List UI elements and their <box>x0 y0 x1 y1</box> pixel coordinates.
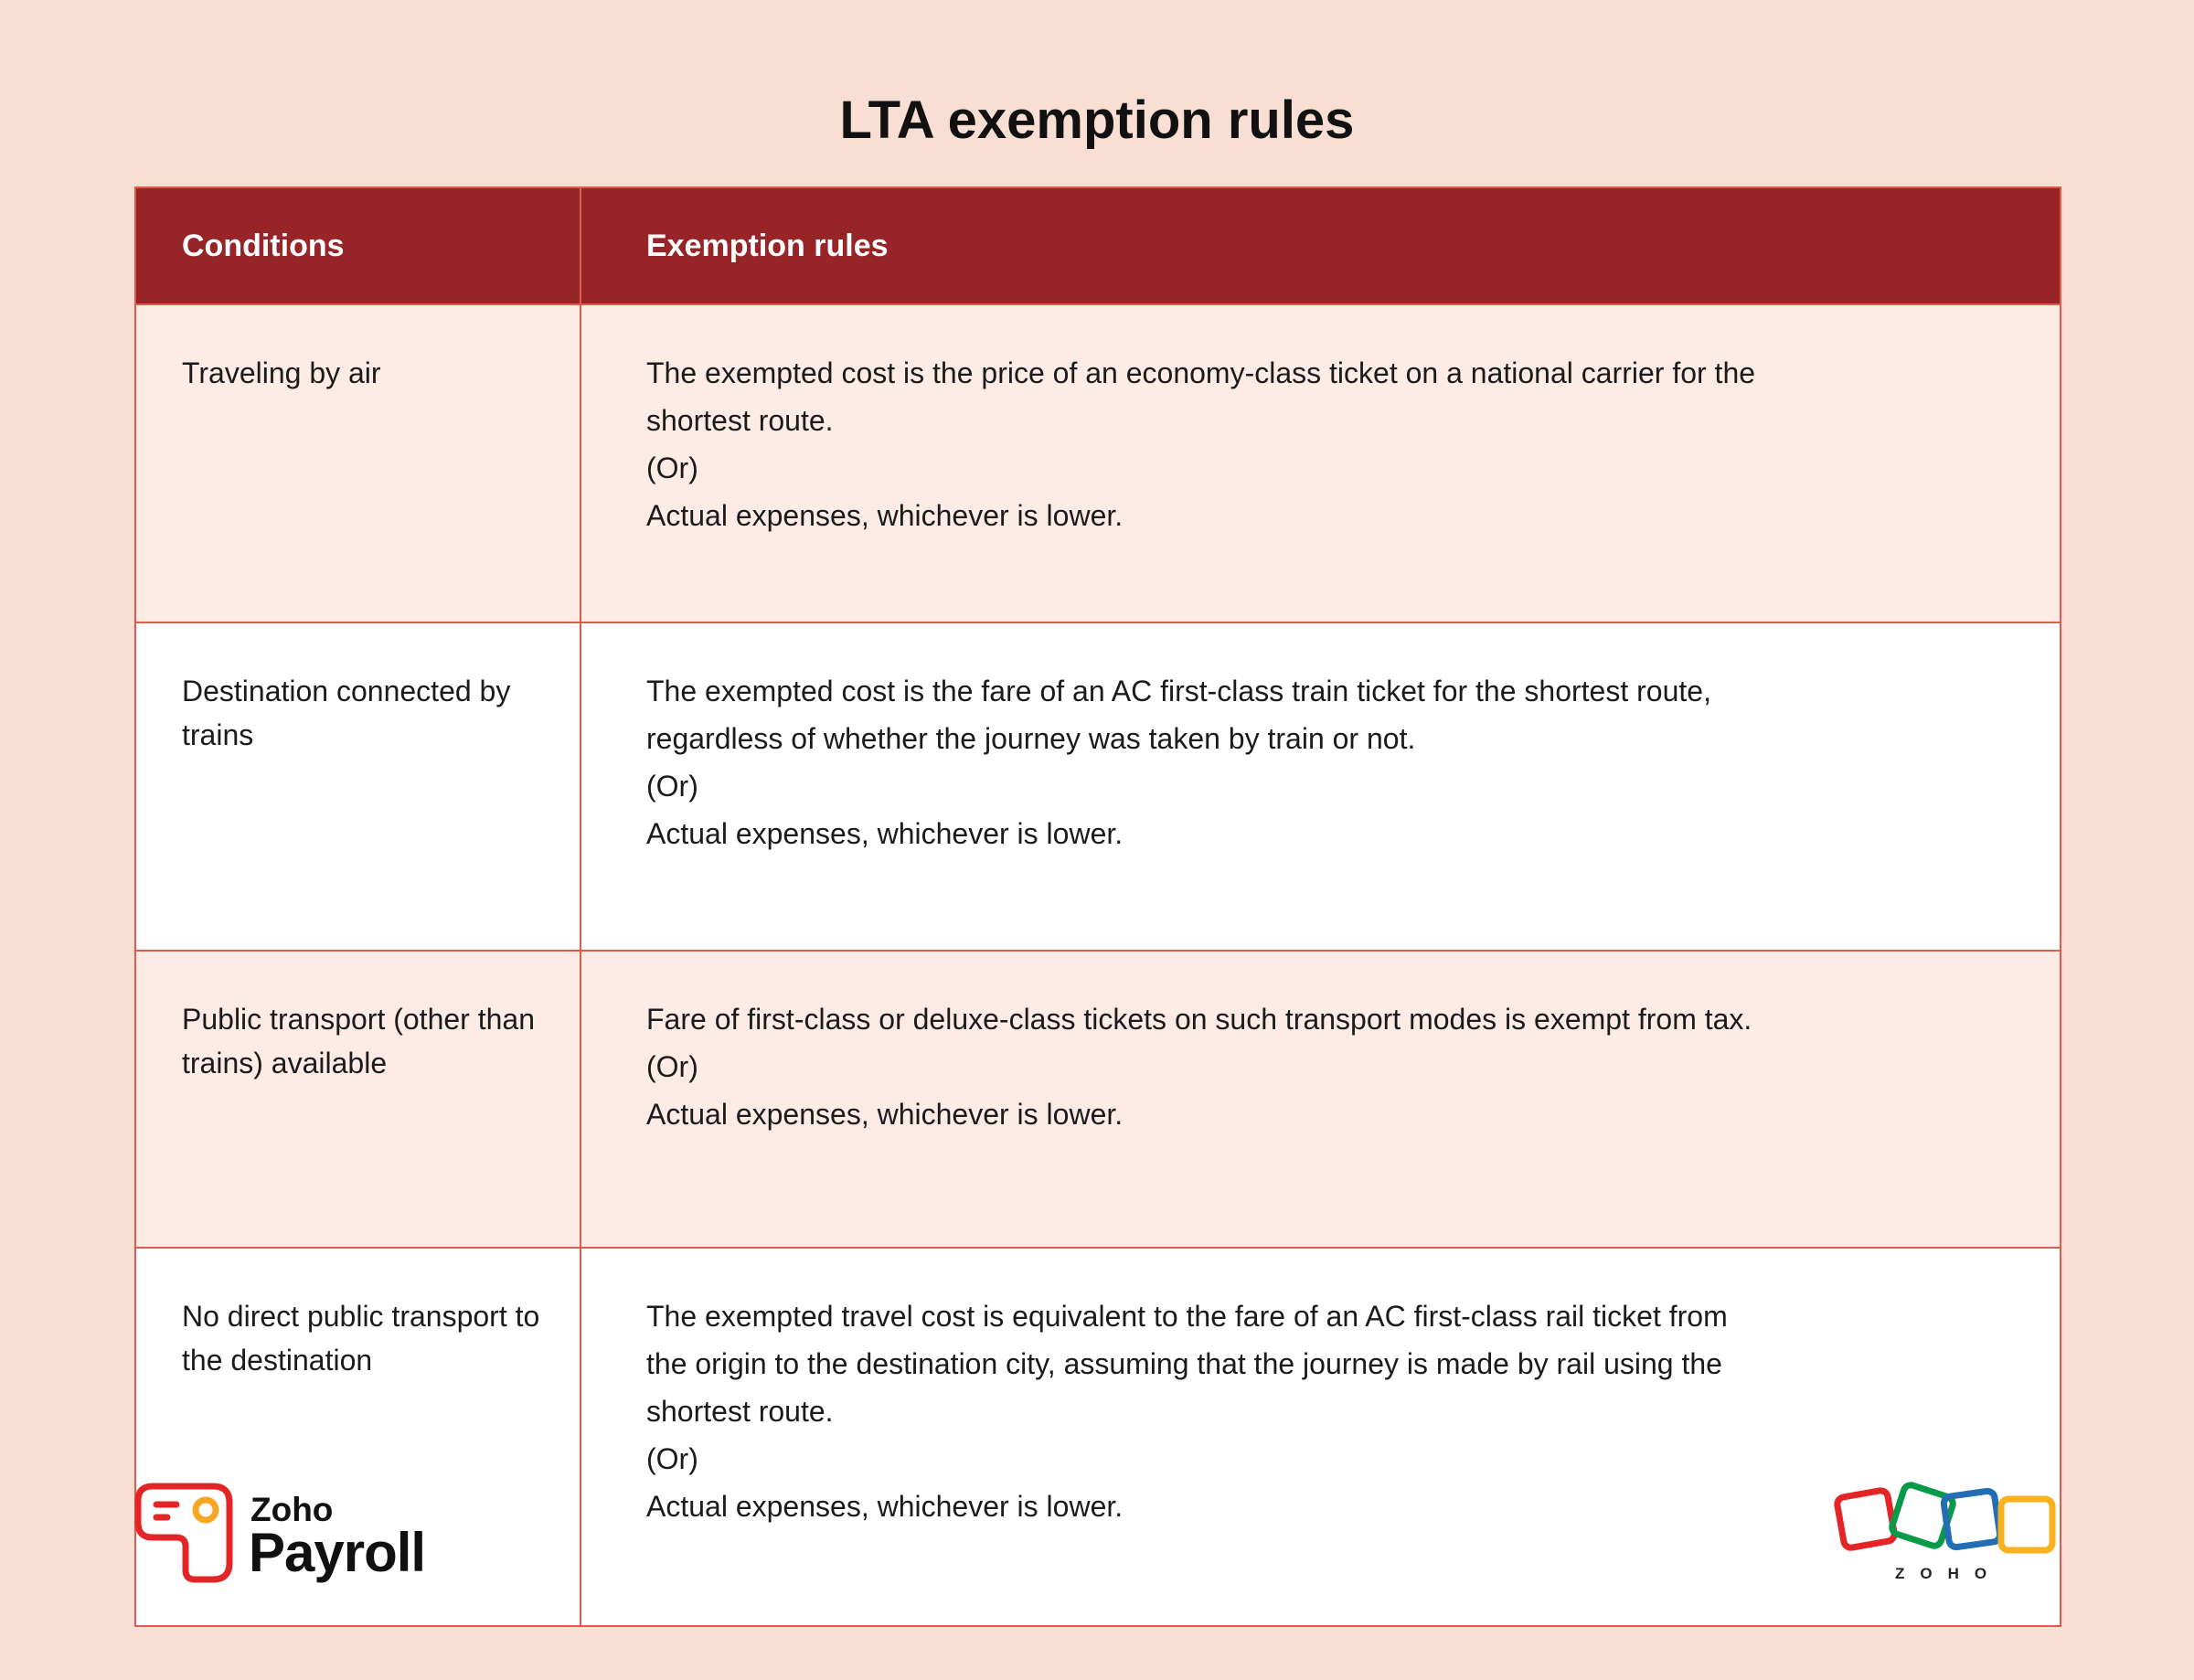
zoho-payroll-logo <box>134 1483 445 1583</box>
payroll-product-text: Payroll <box>249 1522 426 1583</box>
header-exemption-rules: Exemption rules <box>580 187 2061 304</box>
payroll-brand-text: Zoho <box>250 1491 334 1528</box>
rule-text: The exempted travel cost is equivalent to the fare of an AC first-class rail ticket from <box>646 1300 1728 1333</box>
table-row <box>135 951 2061 1248</box>
rule-text: Fare of first-class or deluxe-class tickets on such transport modes is exempt from tax. <box>646 1003 1752 1036</box>
rule-text: The exempted cost is the price of an economy-class ticket on a national carrier for the <box>646 356 1756 389</box>
rule-cell <box>580 622 2061 951</box>
payroll-receipt-icon <box>134 1483 235 1583</box>
rule-text: shortest route. <box>646 404 834 437</box>
condition-text: by trains <box>182 675 511 751</box>
rule-cell <box>580 304 2061 622</box>
zoho-logo <box>1831 1481 2061 1590</box>
condition-cell <box>135 304 580 622</box>
condition-text: No direct public transport <box>182 1300 507 1333</box>
rule-or-text: (Or) <box>646 1050 698 1083</box>
condition-text: Traveling by air <box>182 356 381 389</box>
rule-text: Actual expenses, whichever is lower. <box>646 1098 1124 1131</box>
rule-text: Actual expenses, whichever is lower. <box>646 499 1124 532</box>
rule-cell <box>580 951 2061 1248</box>
condition-text: Destination connected <box>182 675 472 707</box>
condition-cell <box>135 622 580 951</box>
condition-text: than trains) available <box>182 1003 535 1079</box>
rule-text: Actual expenses, whichever is lower. <box>646 817 1124 850</box>
condition-text: to the destination <box>182 1300 540 1377</box>
condition-text: Public transport (other <box>182 1003 470 1036</box>
table-header-row <box>135 187 2061 304</box>
rule-or-text: (Or) <box>646 452 698 484</box>
table-row <box>135 622 2061 951</box>
condition-cell <box>135 951 580 1248</box>
rule-or-text: (Or) <box>646 770 698 803</box>
rule-or-text: (Or) <box>646 1442 698 1475</box>
rule-text: Actual expenses, whichever is lower. <box>646 1490 1124 1523</box>
zoho-wordmark: ZOHO <box>1895 1565 2003 1582</box>
table-row <box>135 304 2061 622</box>
page-title: LTA exemption rules <box>839 90 1355 150</box>
header-conditions: Conditions <box>135 187 580 304</box>
rule-text: the origin to the destination city, assuming that the journey is made by rail using the <box>646 1347 1722 1380</box>
rule-text: regardless of whether the journey was taken by train or not. <box>646 722 1416 755</box>
rule-text: The exempted cost is the fare of an AC first-class train ticket for the shortest route, <box>646 675 1711 707</box>
exemption-rules-table <box>134 186 2061 1627</box>
rule-text: shortest route. <box>646 1395 834 1428</box>
zoho-squares-icon <box>1831 1481 2061 1563</box>
